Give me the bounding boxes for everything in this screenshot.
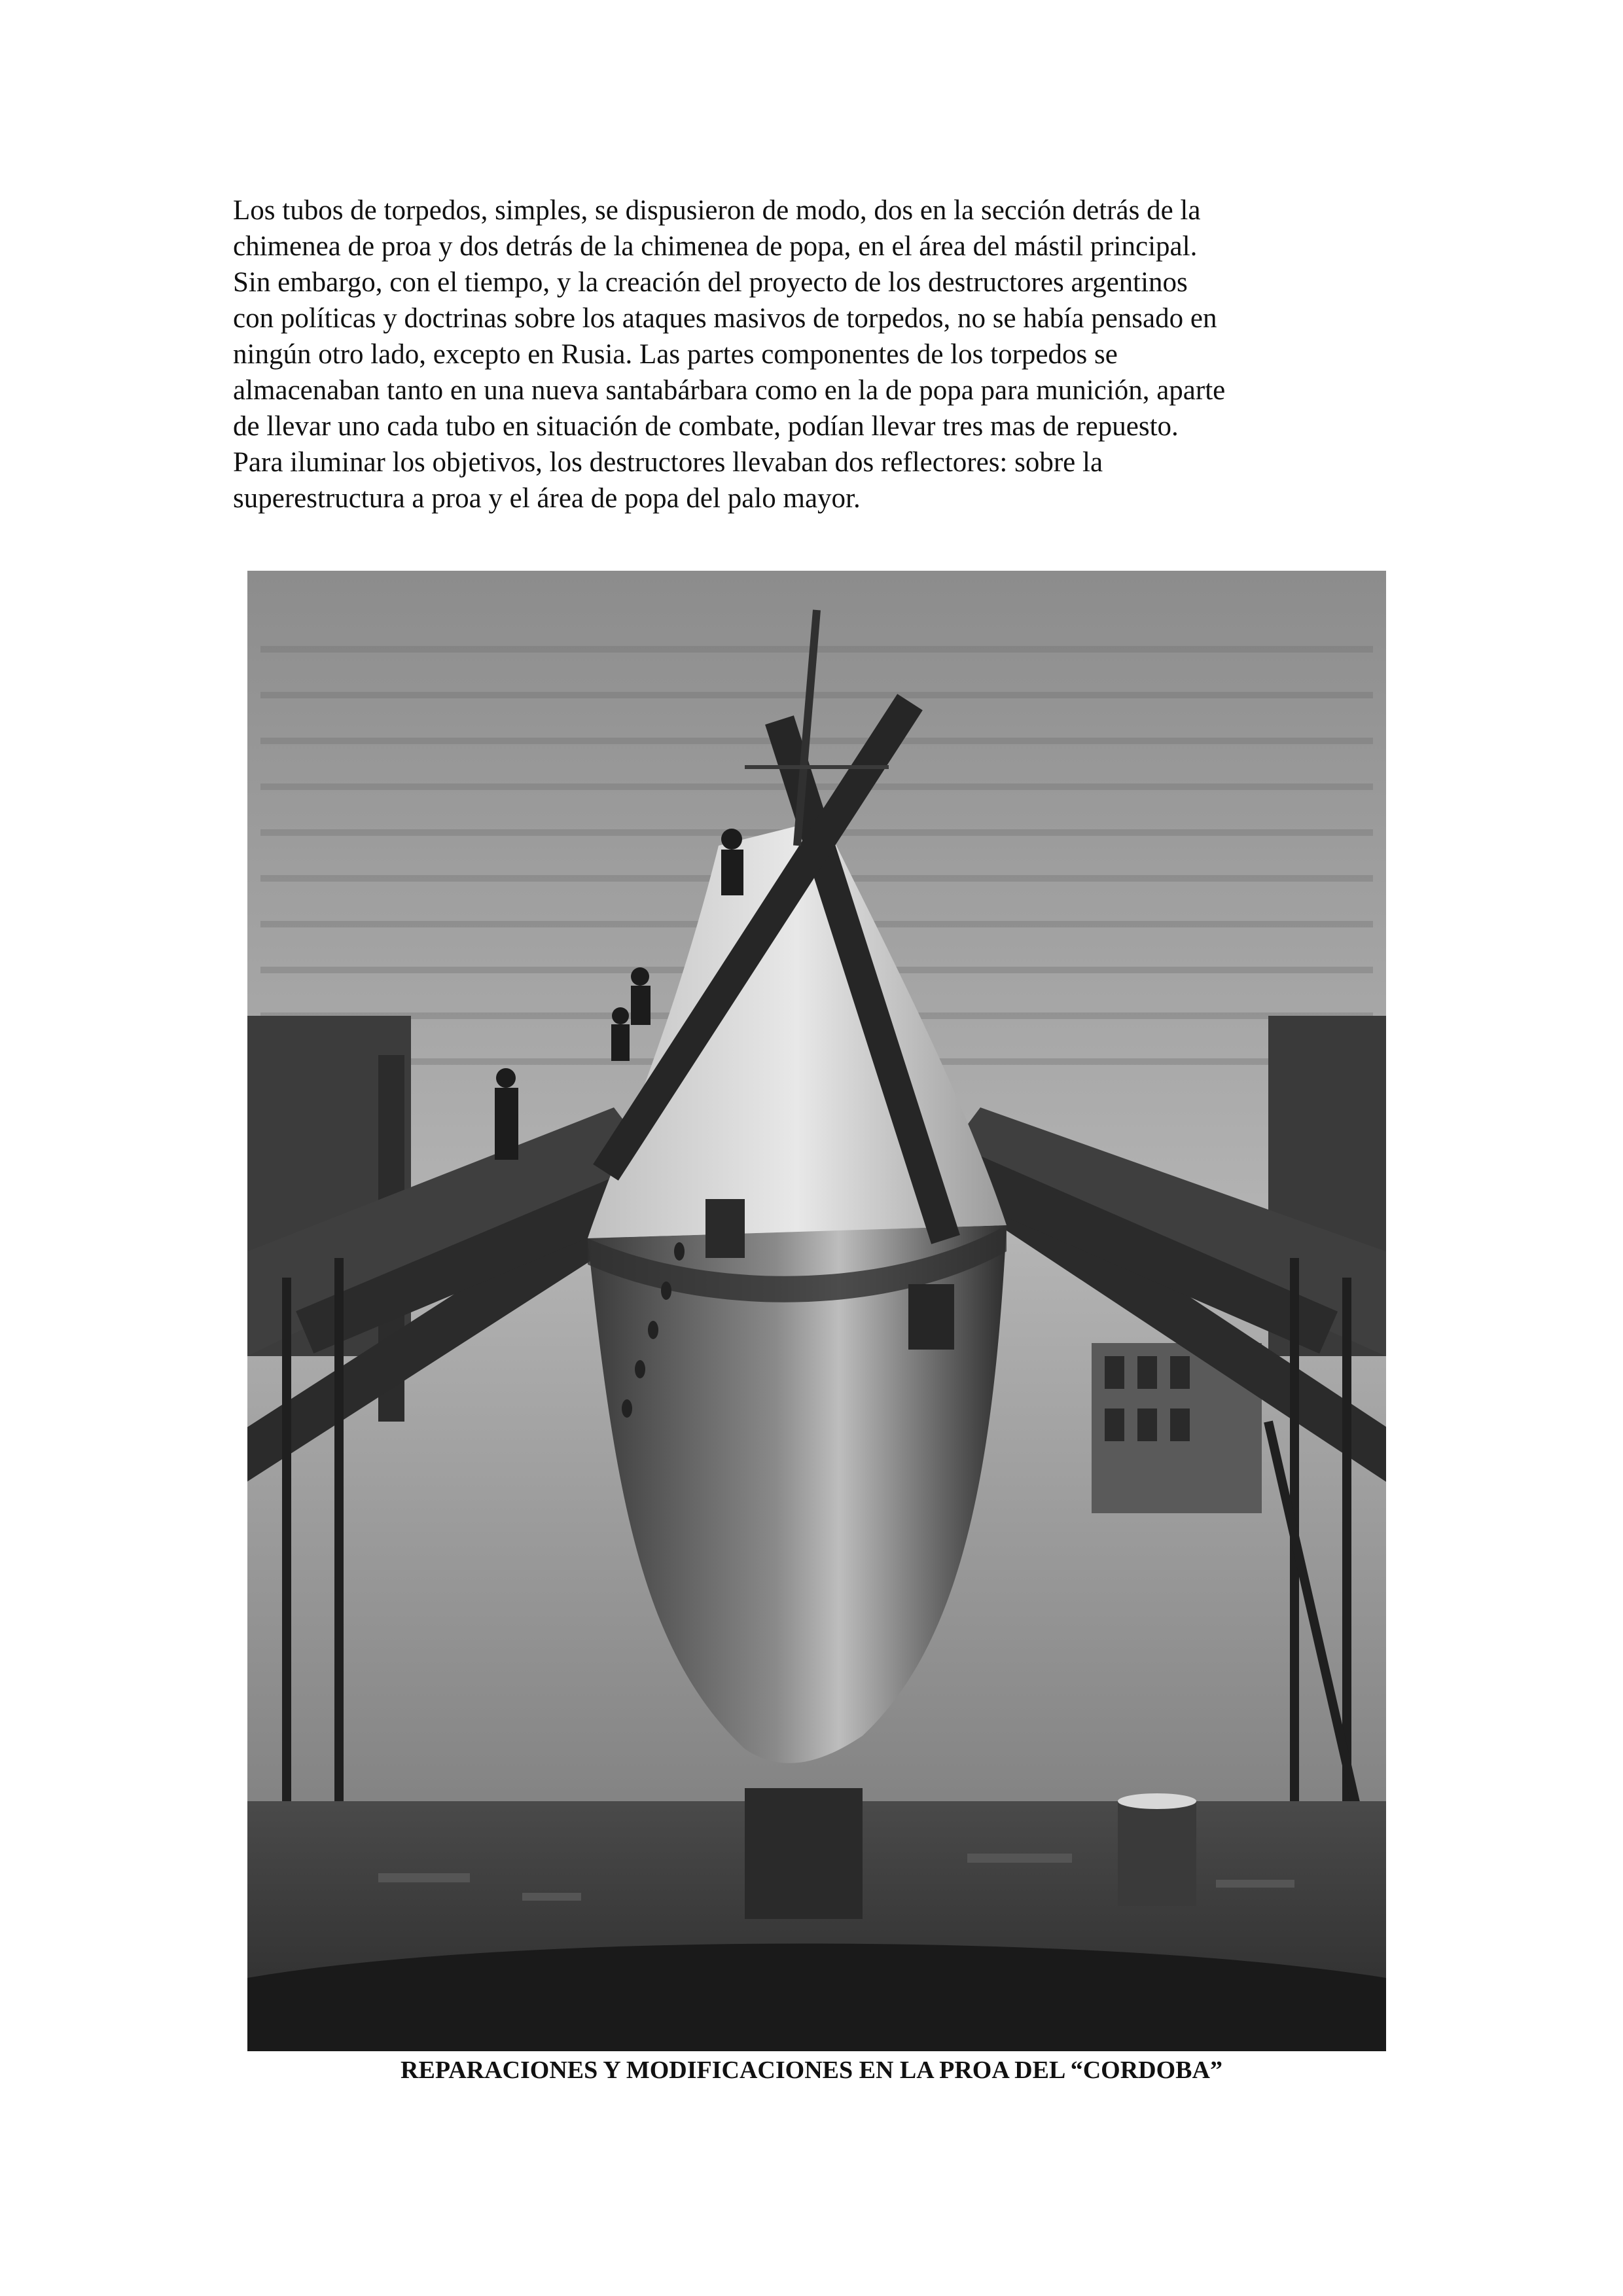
body-paragraph — [233, 192, 1411, 516]
paragraph-line: con políticas y doctrinas sobre los ataques masivos de torpedos, no se había pensado en — [233, 303, 1217, 334]
paragraph-line: ningún otro lado, excepto en Rusia. Las partes componentes de los torpedos se — [233, 339, 1118, 370]
paragraph-line: almacenaban tanto en una nueva santabárbara como en la de popa para munición, aparte — [233, 375, 1226, 406]
paragraph-line: Sin embargo, con el tiempo, y la creación del proyecto de los destructores argentinos — [233, 267, 1188, 298]
paragraph-line: de llevar uno cada tubo en situación de combate, podían llevar tres mas de repuesto. — [233, 411, 1179, 442]
paragraph-line: chimenea de proa y dos detrás de la chimenea de popa, en el área del mástil principal. — [233, 231, 1198, 262]
paragraph-line: Para iluminar los objetivos, los destructores llevaban dos reflectores: sobre la — [233, 447, 1103, 478]
paragraph-line: Los tubos de torpedos, simples, se dispusieron de modo, dos en la sección detrás de la — [233, 195, 1201, 226]
ship-drydock-photo — [247, 571, 1386, 2051]
photo-caption: REPARACIONES Y MODIFICACIONES EN LA PROA DEL “CORDOBA” — [401, 2056, 1222, 2084]
paragraph-line: superestructura a proa y el área de popa del palo mayor. — [233, 483, 861, 514]
